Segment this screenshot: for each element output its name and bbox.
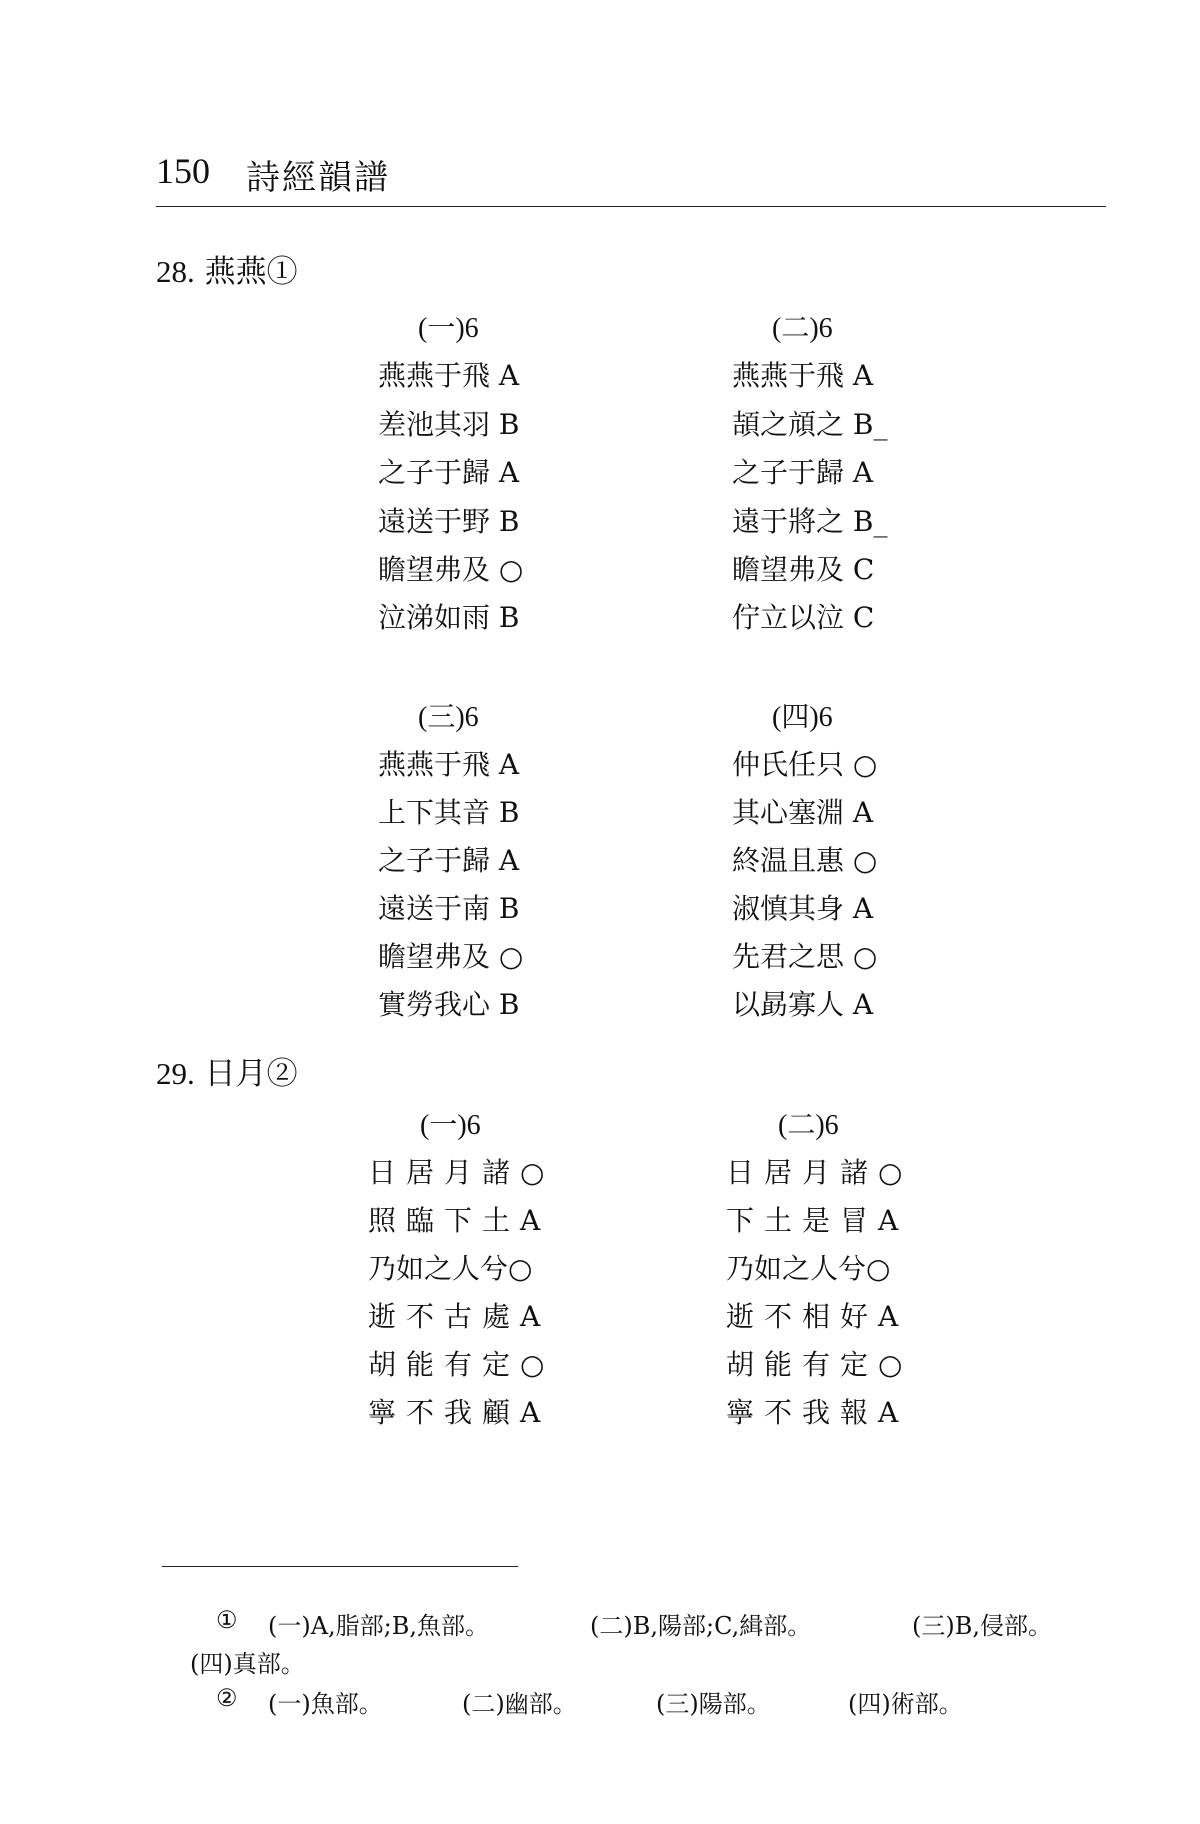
verse-line: 日居月諸○ bbox=[368, 1156, 555, 1189]
stanza-label: (三)6 bbox=[418, 702, 479, 733]
verse-line: 先君之思 ○ bbox=[732, 940, 878, 973]
footnote-divider bbox=[162, 1566, 518, 1567]
verse-line: 淑慎其身 A bbox=[732, 892, 874, 925]
footnote-mark: ① bbox=[266, 254, 298, 290]
stanza-label: (二)6 bbox=[778, 1110, 839, 1141]
footnote-1-part: (二)B,陽部;C,緝部。 bbox=[590, 1612, 812, 1640]
footnote-2-part: (四)術部。 bbox=[848, 1690, 963, 1718]
footnote-2-part: (三)陽部。 bbox=[656, 1690, 771, 1718]
verse-line: 乃如之人兮○ bbox=[368, 1252, 533, 1285]
footnote-2-mark: ② bbox=[216, 1684, 238, 1712]
page-number: 150 bbox=[156, 151, 210, 191]
verse-line: 日居月諸○ bbox=[726, 1156, 913, 1189]
verse-line: 逝不古處A bbox=[368, 1300, 551, 1333]
verse-line: 之子于歸 A bbox=[378, 456, 520, 489]
poem-title: 燕燕 bbox=[204, 254, 267, 290]
stanza-label: (一)6 bbox=[418, 313, 479, 344]
footnote-1-part: (三)B,侵部。 bbox=[912, 1612, 1052, 1640]
verse-line: 遠送于南 B bbox=[378, 892, 520, 925]
section-title-28 bbox=[156, 246, 298, 291]
verse-line: 寧不我報A bbox=[726, 1396, 909, 1429]
footnote-1-continuation: (四)真部。 bbox=[190, 1650, 305, 1678]
verse-line: 胡能有定○ bbox=[368, 1348, 555, 1381]
verse-line: 乃如之人兮○ bbox=[726, 1252, 891, 1285]
verse-line: 其心塞淵 A bbox=[732, 796, 874, 829]
page-header bbox=[156, 150, 1106, 207]
verse-line: 胡能有定○ bbox=[726, 1348, 913, 1381]
footnote-2-part: (二)幽部。 bbox=[462, 1690, 577, 1718]
verse-line: 照臨下土A bbox=[368, 1204, 551, 1237]
footnote-1-part: (一)A,脂部;B,魚部。 bbox=[268, 1612, 490, 1640]
verse-line: 燕燕于飛 A bbox=[378, 748, 520, 781]
verse-line: 瞻望弗及 C bbox=[732, 553, 875, 586]
verse-line: 燕燕于飛 A bbox=[378, 359, 520, 392]
verse-line: 上下其音 B bbox=[378, 796, 520, 829]
verse-line: 逝不相好A bbox=[726, 1300, 909, 1333]
verse-line: 之子于歸 A bbox=[732, 456, 874, 489]
verse-line: 之子于歸 A bbox=[378, 844, 520, 877]
verse-line: 寧不我顧A bbox=[368, 1396, 551, 1429]
verse-line: 燕燕于飛 A bbox=[732, 359, 874, 392]
verse-line: 實勞我心 B bbox=[378, 988, 520, 1021]
verse-line: 遠送于野 B bbox=[378, 505, 520, 538]
stanza-label: (四)6 bbox=[772, 702, 833, 733]
stanza-label: (二)6 bbox=[772, 313, 833, 344]
verse-line: 遠于將之 B_ bbox=[732, 505, 888, 538]
verse-line: 頡之頏之 B_ bbox=[732, 408, 888, 441]
section-number: 29. bbox=[156, 1056, 195, 1091]
verse-line: 下土是冒A bbox=[726, 1204, 909, 1237]
poem-title: 日月 bbox=[204, 1056, 267, 1092]
footnote-2-part: (一)魚部。 bbox=[268, 1690, 383, 1718]
verse-line: 瞻望弗及 ○ bbox=[378, 553, 524, 586]
footnote-1-mark: ① bbox=[216, 1606, 238, 1634]
verse-line: 差池其羽 B bbox=[378, 408, 520, 441]
footnote-mark: ② bbox=[266, 1056, 298, 1092]
verse-line: 終温且惠 ○ bbox=[732, 844, 878, 877]
section-number: 28. bbox=[156, 254, 195, 289]
book-title: 詩經韻譜 bbox=[246, 158, 390, 198]
section-title-29 bbox=[156, 1048, 298, 1093]
verse-line: 佇立以泣 C bbox=[732, 601, 875, 634]
verse-line: 以勗寡人 A bbox=[732, 988, 874, 1021]
verse-line: 泣涕如雨 B bbox=[378, 601, 520, 634]
verse-line: 瞻望弗及 ○ bbox=[378, 940, 524, 973]
stanza-label: (一)6 bbox=[420, 1110, 481, 1141]
verse-line: 仲氏任只 ○ bbox=[732, 748, 878, 781]
